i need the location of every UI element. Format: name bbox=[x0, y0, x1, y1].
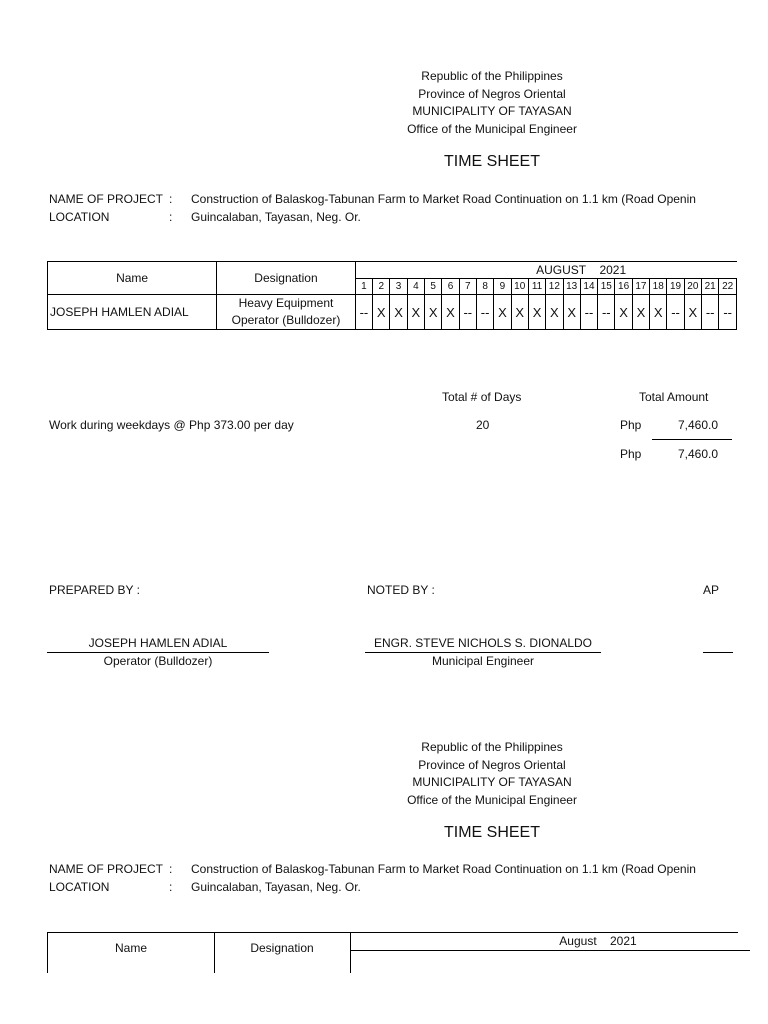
day-number: 6 bbox=[442, 278, 459, 295]
day-number: 7 bbox=[459, 278, 476, 295]
day-number: 14 bbox=[580, 278, 597, 295]
location-colon: : bbox=[169, 210, 173, 224]
attendance-mark: X bbox=[615, 295, 632, 330]
prepared-by-title: Operator (Bulldozer) bbox=[103, 654, 213, 668]
attendance-mark: X bbox=[632, 295, 649, 330]
attendance-mark: -- bbox=[702, 295, 719, 330]
table2-year-label: 2021 bbox=[610, 934, 637, 948]
header2-municipality: MUNICIPALITY OF TAYASAN bbox=[412, 775, 572, 789]
day-number: 4 bbox=[407, 278, 424, 295]
attendance-mark: X bbox=[425, 295, 442, 330]
attendance-table bbox=[47, 261, 737, 330]
days-header: Total # of Days bbox=[442, 390, 522, 404]
attendance-mark: X bbox=[442, 295, 459, 330]
day-number: 1 bbox=[355, 278, 372, 295]
day-number: 8 bbox=[476, 278, 493, 295]
location2-colon: : bbox=[169, 880, 173, 894]
attendance-mark: X bbox=[511, 295, 528, 330]
day-number: 21 bbox=[702, 278, 719, 295]
designation-line-1: Heavy Equipment bbox=[238, 296, 334, 310]
noted-by-label: NOTED BY : bbox=[367, 583, 435, 597]
col-header-name: Name bbox=[48, 262, 217, 295]
month-label: AUGUST bbox=[536, 262, 587, 277]
attendance-mark: -- bbox=[580, 295, 597, 330]
day-number: 3 bbox=[390, 278, 407, 295]
day-number: 9 bbox=[494, 278, 511, 295]
month-header bbox=[355, 262, 736, 279]
day-number: 22 bbox=[719, 278, 737, 295]
noted-by-name: ENGR. STEVE NICHOLS S. DIONALDO bbox=[373, 636, 593, 650]
attendance-mark: X bbox=[407, 295, 424, 330]
attendance-mark: X bbox=[373, 295, 390, 330]
year-label: 2021 bbox=[599, 262, 627, 277]
attendance-mark: X bbox=[650, 295, 667, 330]
day-number: 2 bbox=[373, 278, 390, 295]
table2-month-label: August bbox=[559, 934, 597, 948]
table2-col-designation: Designation bbox=[250, 941, 314, 955]
approved-signature-line bbox=[703, 652, 733, 653]
approved-by-label: AP bbox=[703, 583, 720, 597]
page-title: TIME SHEET bbox=[443, 153, 540, 170]
attendance-mark: -- bbox=[719, 295, 737, 330]
page2-title: TIME SHEET bbox=[443, 824, 540, 841]
header2-province: Province of Negros Oriental bbox=[418, 758, 566, 772]
table2-month-header bbox=[518, 934, 678, 948]
amount-divider bbox=[652, 439, 732, 440]
location-label: LOCATION bbox=[49, 210, 110, 224]
table-row bbox=[48, 295, 737, 330]
table2-divider-2 bbox=[350, 933, 351, 973]
day-number: 13 bbox=[563, 278, 580, 295]
total-currency-label: Php bbox=[620, 447, 642, 461]
day-number: 18 bbox=[650, 278, 667, 295]
work-description: Work during weekdays @ Php 373.00 per day bbox=[49, 418, 294, 432]
header2-republic: Republic of the Philippines bbox=[421, 740, 563, 754]
header-municipality: MUNICIPALITY OF TAYASAN bbox=[412, 104, 572, 118]
project-name-colon: : bbox=[169, 192, 173, 206]
attendance-mark: -- bbox=[598, 295, 615, 330]
total-amount-value: 7,460.0 bbox=[678, 447, 719, 461]
project2-name-colon: : bbox=[169, 862, 173, 876]
project-name-label: NAME OF PROJECT bbox=[49, 192, 164, 206]
table2-col-name: Name bbox=[114, 941, 147, 955]
project2-name-value: Construction of Balaskog-Tabunan Farm to Market Road Continuation on 1.1 km (Road Openin bbox=[191, 862, 696, 876]
project2-name-label: NAME OF PROJECT bbox=[49, 862, 164, 876]
day-number: 15 bbox=[598, 278, 615, 295]
header-province: Province of Negros Oriental bbox=[418, 87, 566, 101]
designation-line-2: Operator (Bulldozer) bbox=[231, 313, 341, 327]
day-number: 16 bbox=[615, 278, 632, 295]
attendance-mark: -- bbox=[476, 295, 493, 330]
col-header-designation: Designation bbox=[217, 262, 356, 295]
amount-header: Total Amount bbox=[639, 390, 709, 404]
noted-by-title: Municipal Engineer bbox=[431, 654, 535, 668]
header2-office: Office of the Municipal Engineer bbox=[407, 793, 577, 807]
attendance-table-2 bbox=[47, 932, 738, 973]
day-number: 19 bbox=[667, 278, 684, 295]
prepared-by-name: JOSEPH HAMLEN ADIAL bbox=[88, 636, 228, 650]
currency-label: Php bbox=[620, 418, 642, 432]
header-office: Office of the Municipal Engineer bbox=[407, 122, 577, 136]
employee-designation bbox=[217, 295, 356, 330]
day-number: 12 bbox=[546, 278, 563, 295]
day-number: 20 bbox=[684, 278, 701, 295]
attendance-mark: -- bbox=[459, 295, 476, 330]
attendance-mark: X bbox=[494, 295, 511, 330]
attendance-mark: X bbox=[390, 295, 407, 330]
day-number: 10 bbox=[511, 278, 528, 295]
employee-name: JOSEPH HAMLEN ADIAL bbox=[48, 295, 217, 330]
attendance-mark: X bbox=[563, 295, 580, 330]
location2-value: Guincalaban, Tayasan, Neg. Or. bbox=[191, 880, 361, 894]
prepared-by-label: PREPARED BY : bbox=[49, 583, 140, 597]
table2-month-underline bbox=[350, 950, 750, 951]
attendance-mark: X bbox=[684, 295, 701, 330]
day-number: 11 bbox=[528, 278, 545, 295]
noted-signature-line bbox=[365, 652, 601, 653]
attendance-mark: X bbox=[546, 295, 563, 330]
day-number: 17 bbox=[632, 278, 649, 295]
prepared-signature-line bbox=[47, 652, 269, 653]
attendance-mark: -- bbox=[355, 295, 372, 330]
attendance-mark: X bbox=[528, 295, 545, 330]
header-republic: Republic of the Philippines bbox=[421, 69, 563, 83]
attendance-mark: -- bbox=[667, 295, 684, 330]
days-value: 20 bbox=[476, 418, 490, 432]
location-value: Guincalaban, Tayasan, Neg. Or. bbox=[191, 210, 361, 224]
project-name-value: Construction of Balaskog-Tabunan Farm to Market Road Continuation on 1.1 km (Road Openin bbox=[191, 192, 696, 206]
day-number: 5 bbox=[425, 278, 442, 295]
location2-label: LOCATION bbox=[49, 880, 110, 894]
amount-value: 7,460.0 bbox=[678, 418, 719, 432]
